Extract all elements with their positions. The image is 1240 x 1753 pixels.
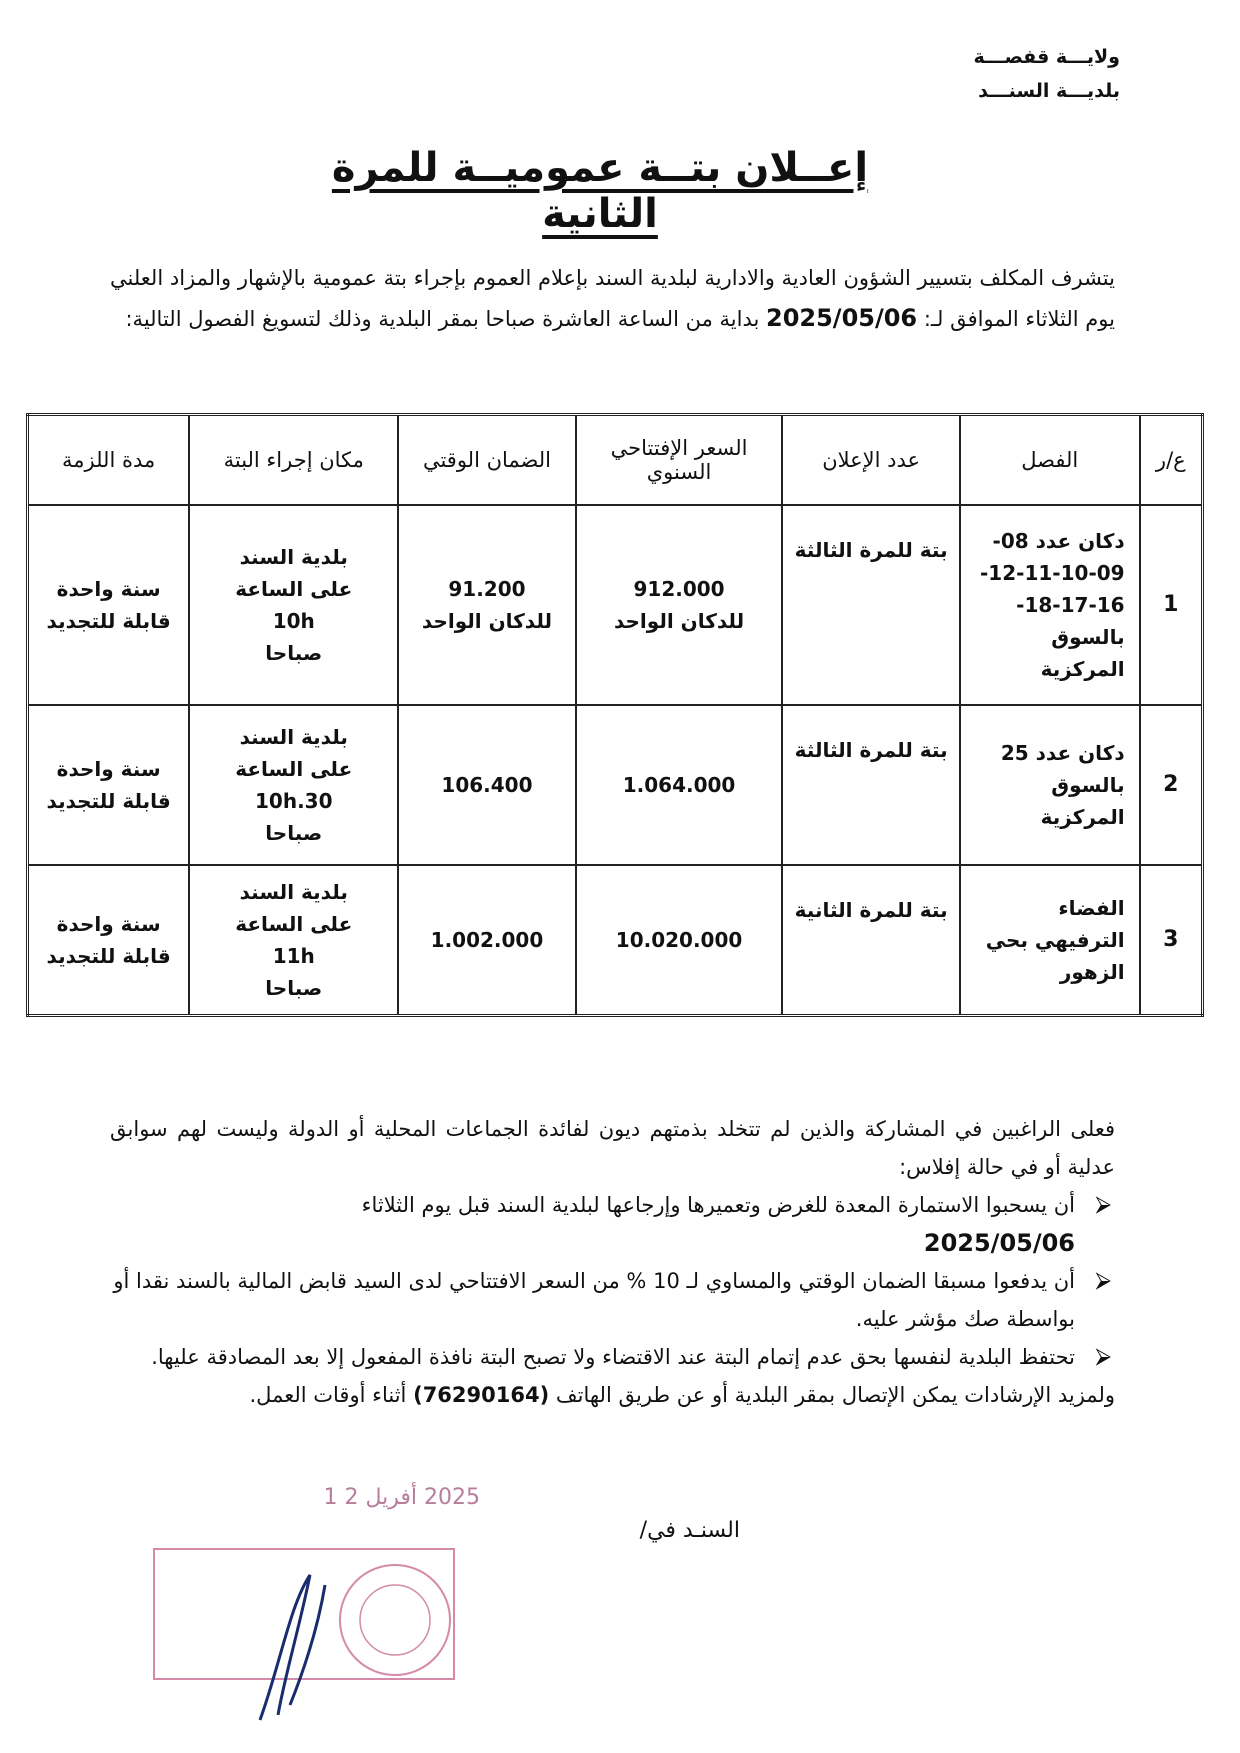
conditions-list (110, 1186, 1115, 1376)
row-fasl: دكان عدد 08-09-10-11-12-16-17-18- بالسوق المركزية (960, 505, 1140, 705)
row-number: 3 (1140, 865, 1203, 1015)
row-duration: سنة واحدة قابلة للتجديد (28, 505, 190, 705)
arrow-check-icon: ⮚ (1095, 1268, 1111, 1293)
row-place: بلدية السند على الساعة 10h صباحا (189, 505, 398, 705)
row-announce: بتة للمرة الثالثة (782, 505, 959, 705)
row-price: 912.000 للدكان الواحد (576, 505, 783, 705)
arrow-check-icon: ⮚ (1095, 1344, 1111, 1369)
deadline-date: 2025/05/06 (923, 1229, 1075, 1257)
intro-paragraph: يتشرف المكلف بتسيير الشؤون العادية والادارية لبلدية السند بإعلام العموم بإجراء بتة عمومية بالإشهار والمزاد العلني يوم الثلاثاء الموافق لـ: 2025/05/06 بداية من الساعة العاشرة صباحا بمقر البلدية وذلك لتسويغ الفصول التالية: (110, 266, 1115, 332)
phone-number: (76290164) (413, 1383, 550, 1407)
auction-table (26, 413, 1204, 1017)
row-announce: بتة للمرة الثالثة (782, 705, 959, 865)
conditions-intro: فعلى الراغبين في المشاركة والذين لم تتخلد بذمتهم ديون لفائدة الجماعات المحلية أو الدولة وليست لهم سوابق عدلية أو في حالة إفلاس: (110, 1117, 1115, 1179)
row-fasl: دكان عدد 25 بالسوق المركزية (960, 705, 1140, 865)
col-header-fasl: الفصل (960, 415, 1140, 506)
contact-paragraph: ولمزيد الإرشادات يمكن الإتصال بمقر البلدية أو عن طريق الهاتف (76290164) أثناء أوقات العمل. (249, 1383, 1115, 1407)
auction-date: 2025/05/06 (766, 304, 918, 332)
table-header-row (28, 415, 1203, 506)
place-date: السنـد في/ (639, 1518, 740, 1543)
col-header-place: مكان إجراء البتة (189, 415, 398, 506)
row-guarantee: 106.400 (398, 705, 575, 865)
row-announce: بتة للمرة الثانية (782, 865, 959, 1015)
row-number: 1 (1140, 505, 1203, 705)
row-fasl: الفضاء الترفيهي بحي الزهور (960, 865, 1140, 1015)
row-duration: سنة واحدة قابلة للتجديد (28, 705, 190, 865)
row-guarantee: 1.002.000 (398, 865, 575, 1015)
stamp-date: 2025 أفريل 2 1 (323, 1485, 480, 1510)
page-title: إعــلان بتــة عموميــة للمرة الثانية (331, 145, 869, 237)
list-item: ⮚ أن يدفعوا مسبقا الضمان الوقتي والمساوي لـ 10 % من السعر الافتتاحي لدى السيد قابض المالية بالسند نقدا أو بواسطة صك مؤشر عليه. (110, 1262, 1075, 1338)
col-header-announce: عدد الإعلان (782, 415, 959, 506)
row-guarantee: 91.200 للدكان الواحد (398, 505, 575, 705)
official-stamp-signature (150, 1545, 470, 1729)
col-header-guarantee: الضمان الوقتي (398, 415, 575, 506)
col-header-price: السعر الإفتتاحي السنوي (576, 415, 783, 506)
list-item: ⮚ أن يسحبوا الاستمارة المعدة للغرض وتعميرها وإرجاعها لبلدية السند قبل يوم الثلاثاء 2025/05/06 (110, 1186, 1075, 1262)
row-price: 10.020.000 (576, 865, 783, 1015)
col-header-num: ع/ر (1140, 415, 1203, 506)
row-price: 1.064.000 (576, 705, 783, 865)
list-item: ⮚ تحتفظ البلدية لنفسها بحق عدم إتمام البتة عند الاقتضاء ولا تصبح البتة نافذة المفعول إلا بعد المصادقة عليها. (110, 1338, 1075, 1376)
state-name: ولايـــة قفصـــة (973, 46, 1120, 68)
table-row (28, 865, 1203, 1015)
arrow-check-icon: ⮚ (1095, 1192, 1111, 1217)
municipality-name: بلديـــة السنـــد (978, 80, 1120, 102)
row-duration: سنة واحدة قابلة للتجديد (28, 865, 190, 1015)
table-row (28, 505, 1203, 705)
table-row (28, 705, 1203, 865)
conditions-block (110, 1110, 1115, 1414)
header-block (940, 40, 1120, 108)
row-place: بلدية السند على الساعة 11h صباحا (189, 865, 398, 1015)
row-number: 2 (1140, 705, 1203, 865)
col-header-duration: مدة اللزمة (28, 415, 190, 506)
row-place: بلدية السند على الساعة 10h.30 صباحا (189, 705, 398, 865)
